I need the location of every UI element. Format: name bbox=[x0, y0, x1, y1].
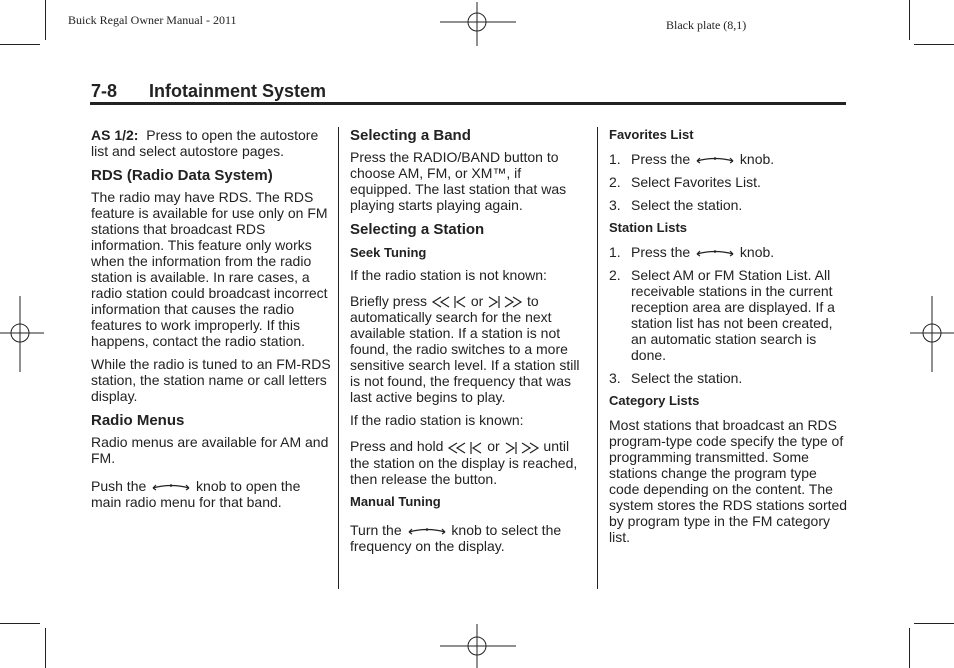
crop-mark bbox=[909, 0, 910, 40]
heading-rule bbox=[90, 102, 846, 105]
section-title: Infotainment System bbox=[149, 81, 327, 101]
menus-paragraph-1: Radio menus are available for AM and FM. bbox=[91, 434, 329, 466]
step-suffix: knob. bbox=[739, 244, 775, 260]
list-item: 3. Select the station. bbox=[609, 197, 743, 213]
column-2 bbox=[350, 127, 586, 561]
rds-heading: RDS (Radio Data System) bbox=[91, 167, 273, 184]
crop-mark bbox=[0, 623, 40, 624]
list-item: 2. Select AM or FM Station List. All receivable stations in the current reception area are displayed. If a station list has not been created, an automatic station search is done. bbox=[609, 267, 835, 363]
favorites-steps bbox=[609, 151, 849, 213]
station-steps bbox=[609, 244, 849, 386]
registration-mark-icon bbox=[910, 296, 954, 372]
list-item: 1. Press the knob. bbox=[609, 151, 775, 167]
registration-mark-icon bbox=[440, 2, 516, 46]
step-text: Select Favorites List. bbox=[631, 174, 761, 190]
band-paragraph: Press the RADIO/BAND button to choose AM, FM, or XM™, if equipped. The last station that was playing starts playing again. bbox=[350, 149, 567, 213]
column-3 bbox=[609, 127, 849, 552]
radio-menus-heading: Radio Menus bbox=[91, 412, 185, 429]
rds-paragraph-2: While the radio is tuned to an FM-RDS station, the station name or call letters display. bbox=[91, 356, 331, 404]
seek-or-1: or bbox=[470, 293, 484, 309]
menus-text-a: Push the bbox=[91, 478, 147, 494]
page-number: 7-8 bbox=[91, 81, 118, 101]
column-1 bbox=[91, 127, 331, 517]
step-text: Select AM or FM Station List. All receivable stations in the current reception area are displayed. If a station list has not been created, an automatic station search is done. bbox=[631, 267, 835, 363]
crop-mark bbox=[0, 44, 40, 45]
crop-mark bbox=[914, 44, 954, 45]
list-item: 3. Select the station. bbox=[609, 370, 743, 386]
menus-text-b: knob to open the main radio menu for that band. bbox=[91, 478, 301, 510]
registration-mark-icon bbox=[0, 296, 44, 372]
seek-paragraph-4 bbox=[350, 438, 586, 486]
seek-forward-icon bbox=[487, 295, 523, 309]
favorites-list-heading: Favorites List bbox=[609, 127, 694, 142]
rds-paragraph-1: The radio may have RDS. The RDS feature is available for use only on FM stations that broadcast RDS information. This feature only works when the information from the radio station is available. In rare cases, a radio station could broadcast incorrect information that causes the radio features to work improperly. If this happens, contact the radio station. bbox=[91, 189, 328, 349]
station-lists-heading: Station Lists bbox=[609, 220, 688, 235]
seek-paragraph-3: If the radio station is known: bbox=[350, 412, 524, 429]
step-text: Press the bbox=[631, 244, 691, 260]
category-lists-heading: Category Lists bbox=[609, 393, 700, 408]
plate-label: Black plate (8,1) bbox=[666, 18, 747, 32]
menu-knob-icon bbox=[694, 248, 736, 258]
seek-text-a: Briefly press bbox=[350, 293, 428, 309]
manual-title: Buick Regal Owner Manual - 2011 bbox=[68, 13, 237, 27]
crop-mark bbox=[45, 628, 46, 668]
step-text: Select the station. bbox=[631, 370, 743, 386]
column-divider bbox=[338, 127, 339, 589]
menu-knob-icon bbox=[406, 526, 448, 536]
menu-knob-icon bbox=[150, 482, 192, 492]
seek-forward-icon bbox=[504, 441, 540, 455]
menu-knob-icon bbox=[694, 155, 736, 165]
seek-back-icon bbox=[447, 441, 483, 455]
crop-mark bbox=[45, 0, 46, 40]
step-suffix: knob. bbox=[739, 151, 775, 167]
manual-tuning-heading: Manual Tuning bbox=[350, 493, 441, 509]
seek-text-b: to automatically search for the next available station. If a station is not found, the radio switches to a more sensitive search level. If a station still is not found, the frequency that was last active begins to play. bbox=[350, 293, 580, 406]
list-item: 1. Press the knob. bbox=[609, 244, 775, 260]
manual-text-b: knob to select the frequency on the display. bbox=[350, 521, 562, 554]
seek-or-2: or bbox=[487, 438, 500, 455]
category-paragraph: Most stations that broadcast an RDS program-type code specify the type of programming transmitted. Some stations change the program type code depending on the content. The system stores the RDS stations sorted by program type in the FM category list. bbox=[609, 417, 848, 545]
crop-mark bbox=[914, 623, 954, 624]
seek-paragraph-1: If the radio station is not known: bbox=[350, 267, 547, 283]
selecting-station-heading: Selecting a Station bbox=[350, 221, 485, 238]
manual-text-a: Turn the bbox=[350, 521, 402, 538]
as-paragraph bbox=[91, 127, 331, 159]
manual-paragraph bbox=[350, 522, 586, 554]
selecting-band-heading: Selecting a Band bbox=[350, 127, 471, 144]
as-text: Press to open the autostore list and select autostore pages. bbox=[91, 127, 319, 159]
as-label: AS 1/2: bbox=[91, 127, 139, 143]
seek-paragraph-2 bbox=[350, 293, 586, 405]
seek-hold-text-a: Press and hold bbox=[350, 438, 444, 455]
step-text: Select the station. bbox=[631, 197, 743, 213]
seek-back-icon bbox=[431, 295, 467, 309]
crop-mark bbox=[909, 628, 910, 668]
list-item: 2. Select Favorites List. bbox=[609, 174, 761, 190]
step-text: Press the bbox=[631, 151, 691, 167]
seek-hold-text-b: until the station on the display is reached, then release the button. bbox=[350, 438, 578, 487]
menus-paragraph-2 bbox=[91, 478, 331, 510]
seek-tuning-heading: Seek Tuning bbox=[350, 245, 427, 260]
registration-mark-icon bbox=[440, 624, 516, 668]
column-divider bbox=[597, 127, 598, 589]
